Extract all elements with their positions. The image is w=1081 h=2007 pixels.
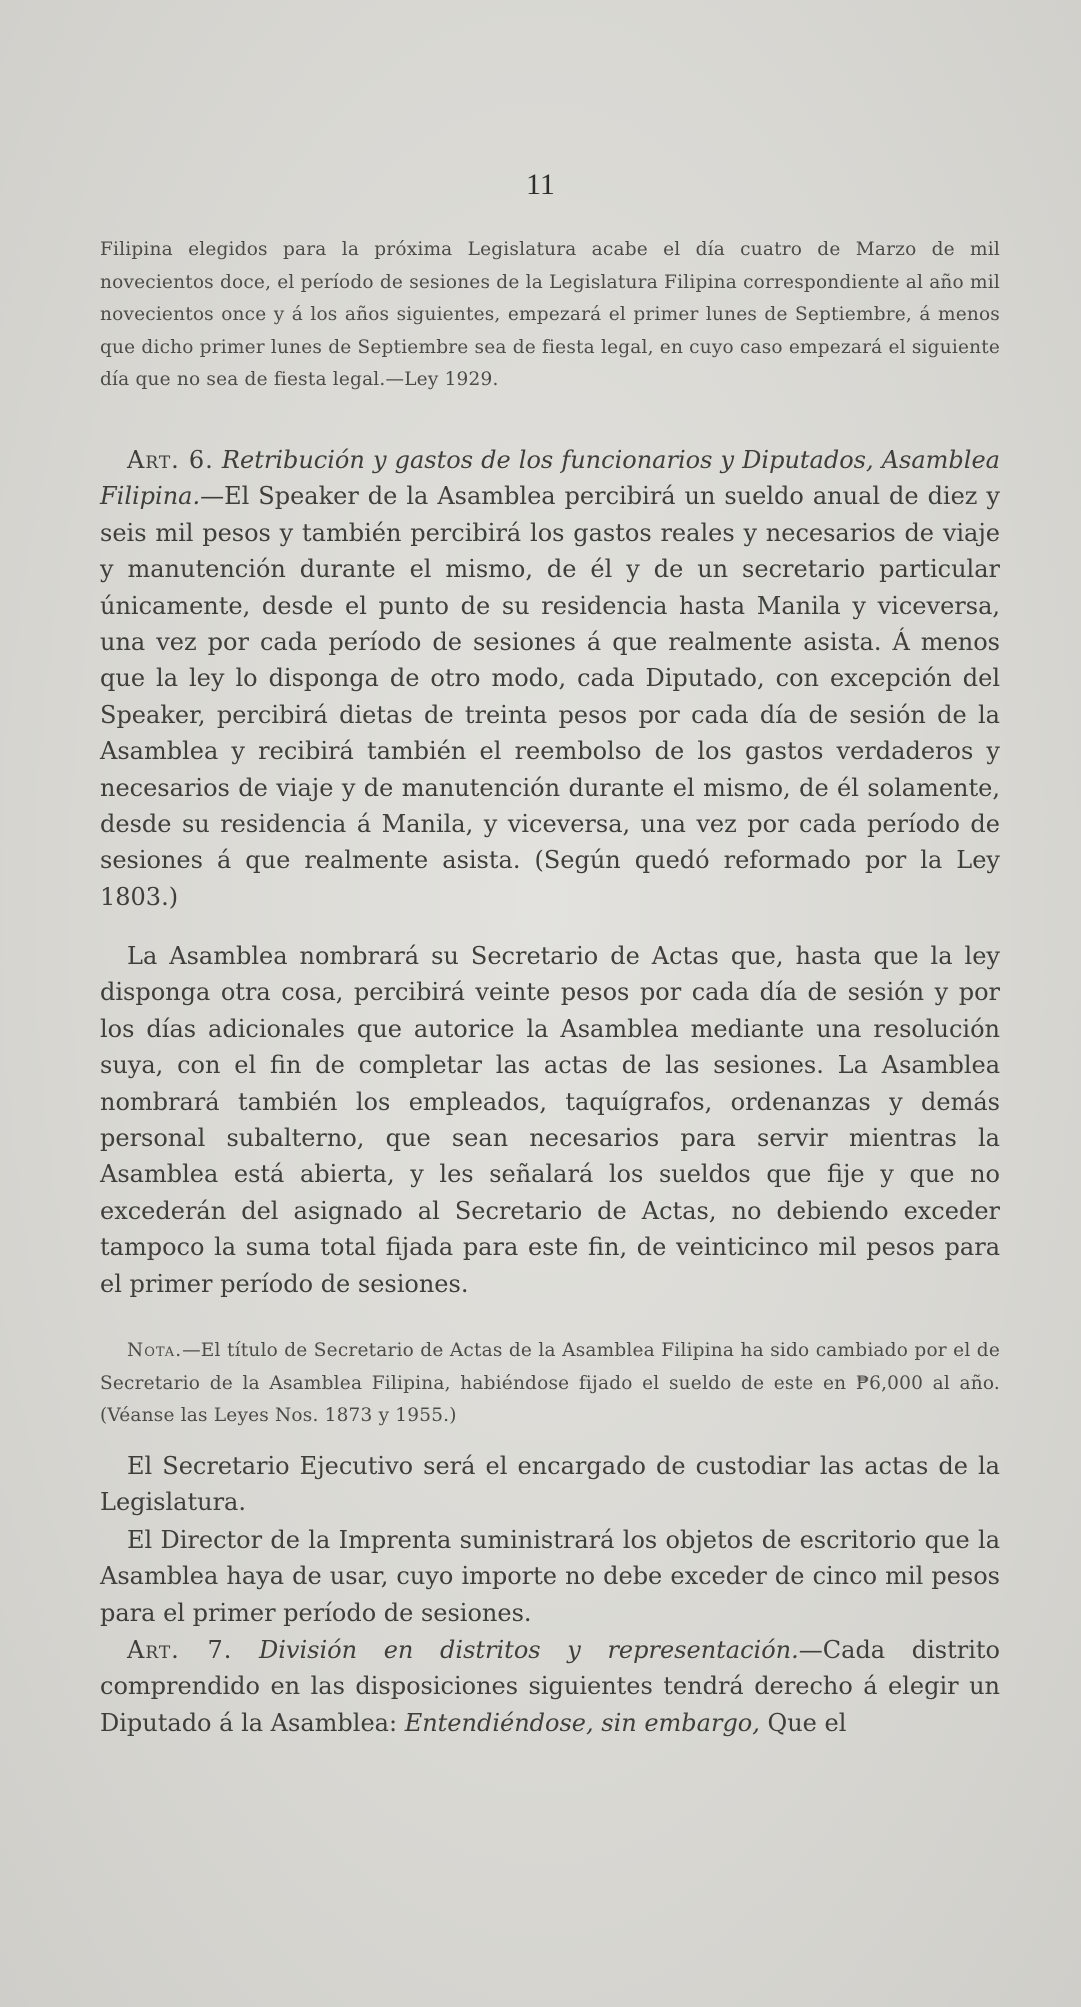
- article-7-heading: División en distritos y representación.: [259, 1636, 799, 1664]
- custodia-paragraph: [100, 1448, 1000, 1521]
- intro-paragraph: [100, 234, 1000, 397]
- custodia-text: El Secretario Ejecutivo será el encargado de custodiar las actas de la Legislatura.: [100, 1452, 1000, 1517]
- article-7-paragraph: [100, 1632, 1000, 1741]
- imprenta-paragraph: [100, 1522, 1000, 1631]
- note-label: Nota.: [127, 1340, 183, 1361]
- intro-text: Filipina elegidos para la próxima Legislatura acabe el día cuatro de Marzo de mil novecientos doce, el período de sesiones de la Legislatura Filipina correspondiente al año mil novecientos once y á los años siguientes, empezará el primer lunes de Septiembre, á menos que dicho primer lunes de Septiembre sea de fiesta legal, en cuyo caso empezará el siguiente día que no sea de fiesta legal.—Ley 1929.: [100, 239, 1000, 390]
- secretario-paragraph: [100, 938, 1000, 1302]
- article-7-text: —Cada distrito comprendido en las disposiciones siguientes tendrá derecho á elegir un Diputado á la Asamblea:: [100, 1636, 1001, 1737]
- page-number: 11: [526, 168, 555, 201]
- article-7: [100, 1632, 1000, 1741]
- note-text: —El título de Secretario de Actas de la Asamblea Filipina ha sido cambiado por el de Secretario de la Asamblea Filipina, habiéndose fijado el sueldo de este en ₱6,000 al año. (Véanse las Leyes Nos. 1873 y 1955.): [100, 1340, 1000, 1426]
- article-6-text: —El Speaker de la Asamblea percibirá un sueldo anual de diez y seis mil pesos y también percibirá los gastos reales y necesarios de viaje y manutención durante el mismo, de él y de un secretario particular únicamente, desde el punto de su residencia hasta Manila y viceversa, una vez por cada período de sesiones á que realmente asista. Á menos que la ley lo disponga de otro modo, cada Diputado, con excepción del Speaker, percibirá dietas de treinta pesos por cada día de sesión de la Asamblea y recibirá también el reembolso de los gastos verdaderos y necesarios de viaje y de manutención durante el mismo, de él solamente, desde su residencia á Manila, y viceversa, una vez por cada período de sesiones á que realmente asista. (Según quedó reformado por la Ley 1803.): [100, 482, 1000, 911]
- secretario-text: La Asamblea nombrará su Secretario de Actas que, hasta que la ley disponga otra cosa, percibirá veinte pesos por cada día de sesión y por los días adicionales que autorice la Asamblea mediante una resolución suya, con el fin de completar las actas de las sesiones. La Asamblea nombrará también los empleados, taquígrafos, ordenanzas y demás personal subalterno, que sean necesarios para servir mientras la Asamblea está abierta, y les señalará los sueldos que fije y que no excederán del asignado al Secretario de Actas, no debiendo exceder tampoco la suma total fijada para este fin, de veinticinco mil pesos para el primer período de sesiones.: [100, 942, 1000, 1298]
- article-6: [100, 442, 1000, 915]
- article-6-label: Art. 6.: [127, 446, 214, 474]
- note-paragraph: [100, 1335, 1000, 1433]
- article-6-paragraph: [100, 442, 1000, 915]
- article-6-heading: Retribución y gastos de los funcionarios y Diputados, Asamblea Filipina.: [100, 446, 1000, 511]
- article-7-italic-tail: Entendiéndose, sin embargo,: [404, 1708, 760, 1737]
- imprenta-text: El Director de la Imprenta suministrará los objetos de escritorio que la Asamblea haya de usar, cuyo importe no debe exceder de cinco mil pesos para el primer período de sesiones.: [100, 1526, 1000, 1627]
- article-7-label: Art. 7.: [127, 1636, 233, 1664]
- article-7-tail: Que el: [767, 1708, 847, 1737]
- note-block: [100, 1335, 1000, 1433]
